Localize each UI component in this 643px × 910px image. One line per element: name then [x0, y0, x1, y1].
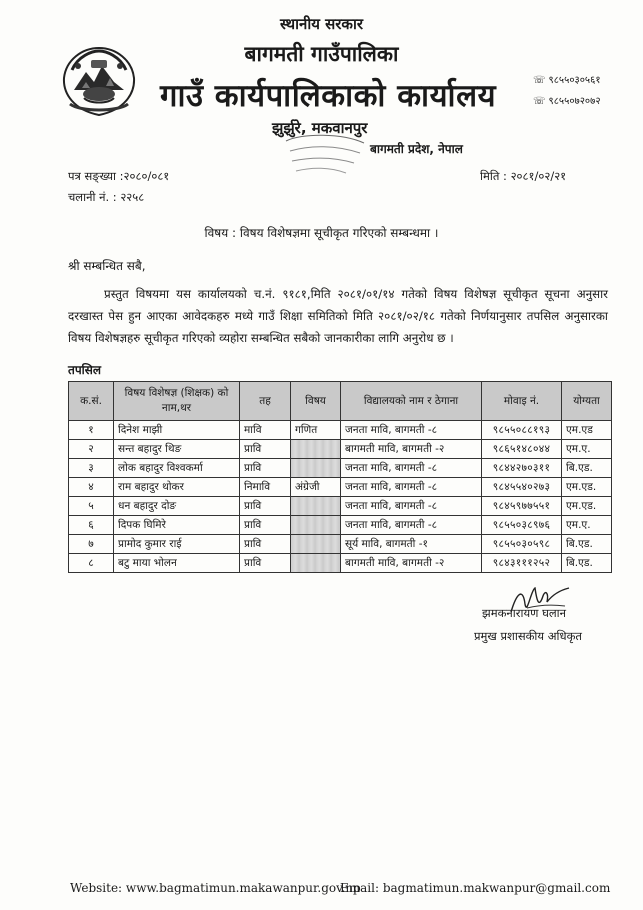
table-row [69, 554, 612, 573]
body-paragraph: प्रस्तुत विषयमा यस कार्यालयको च.नं. ९१८१,मिति २०८१/०१/१४ गतेको विषय विशेषज्ञ सूचीकृत सूचना अनुसार दरखास्त पेस हुन आएका आवेदकहरु मध्ये गाउँ शिक्षा समितिको मिति २०८१/०२/१८ गतेको निर्णयानुसार तपसिल अनुसारका विषय विशेषज्ञहरु सूचीकृत गरिएको व्यहोरा सम्बन्धित सबैको जानकारीका लागि अनुरोध छ । [68, 287, 608, 345]
table-row [69, 421, 612, 440]
table-row [69, 535, 612, 554]
salutation: श्री सम्बन्धित सबै, [68, 259, 146, 273]
cell-subject: गणित [291, 421, 341, 440]
cell-sn: ६ [69, 516, 114, 535]
cell-sn: ४ [69, 478, 114, 497]
office-heading: गाउँ कार्यपालिकाको कार्यालय [160, 78, 497, 114]
header-qualification: योग्यता [562, 382, 612, 421]
cell-level: प्रावि [240, 497, 291, 516]
office-stamp-icon [282, 131, 368, 179]
footer-email: Email: bagmatimun.makwanpur@gmail.com [340, 881, 611, 895]
cell-school: बागमती मावि, बागमती -२ [341, 440, 482, 459]
phone-number-2: ☏ ९८५५०७२०७२ [533, 96, 601, 107]
cell-name: लोक बहादुर विश्वकर्मा [114, 459, 240, 478]
cell-level: प्रावि [240, 440, 291, 459]
signatory-title: प्रमुख प्रशासकीय अधिकृत [474, 629, 582, 643]
cell-qualification: बि.एड. [562, 535, 612, 554]
cell-mobile: ९८४५५४०२७३ [482, 478, 562, 497]
cell-school: जनता मावि, बागमती -८ [341, 497, 482, 516]
cell-mobile: ९८६५१४८०४४ [482, 440, 562, 459]
cell-level: प्रावि [240, 516, 291, 535]
cell-qualification: एम.ए. [562, 440, 612, 459]
cell-name: बटु माया भोलन [114, 554, 240, 573]
cell-school: बागमती मावि, बागमती -२ [341, 554, 482, 573]
telephone-icon: ☏ [533, 96, 546, 107]
local-government-heading: स्थानीय सरकार [280, 15, 363, 33]
cell-school: जनता मावि, बागमती -८ [341, 516, 482, 535]
cell-mobile: ९८५५०८८१९३ [482, 421, 562, 440]
cell-level: प्रावि [240, 554, 291, 573]
table-header-row [69, 382, 612, 421]
letter-date: मिति : २०८१/०२/२१ [480, 169, 567, 183]
cell-mobile: ९८५५०३०५९८ [482, 535, 562, 554]
cell-school: जनता मावि, बागमती -८ [341, 478, 482, 497]
cell-school: जनता मावि, बागमती -८ [341, 459, 482, 478]
cell-school: जनता मावि, बागमती -८ [341, 421, 482, 440]
letter-number: पत्र सङ्ख्या :२०८०/०८१ [68, 169, 170, 183]
table-row [69, 516, 612, 535]
table-row [69, 459, 612, 478]
cell-mobile: ९८४५९७७५५१ [482, 497, 562, 516]
province-heading: बागमती प्रदेश, नेपाल [370, 142, 463, 156]
cell-sn: १ [69, 421, 114, 440]
cell-sn: ३ [69, 459, 114, 478]
cell-level: निमावि [240, 478, 291, 497]
cell-level: मावि [240, 421, 291, 440]
cell-qualification: एम.एड [562, 421, 612, 440]
cell-qualification: एम.एड. [562, 478, 612, 497]
cell-name: सन्त बहादुर थिङ [114, 440, 240, 459]
cell-mobile: ९८४३१११२५२ [482, 554, 562, 573]
cell-subject [291, 459, 341, 478]
expert-roster-table [68, 381, 612, 573]
cell-subject [291, 535, 341, 554]
cell-name: धन बहादुर दोङ [114, 497, 240, 516]
table-row [69, 440, 612, 459]
cell-mobile: ९८४४२७०३११ [482, 459, 562, 478]
telephone-icon: ☏ [533, 75, 546, 86]
cell-qualification: बि.एड. [562, 459, 612, 478]
table-row [69, 478, 612, 497]
signatory-name: झमकनारायण घलान [482, 606, 567, 620]
header-subject: विषय [291, 382, 341, 421]
schedule-heading: तपसिल [68, 363, 102, 377]
cell-name: दिपक घिमिरे [114, 516, 240, 535]
cell-subject [291, 554, 341, 573]
header-level: तह [240, 382, 291, 421]
cell-qualification: एम.ए. [562, 516, 612, 535]
cell-name: राम बहादुर थोकर [114, 478, 240, 497]
cell-subject [291, 497, 341, 516]
header-name: विषय विशेषज्ञ (शिक्षक) को नाम,थर [114, 382, 240, 421]
cell-mobile: ९८५५०३८९७६ [482, 516, 562, 535]
cell-sn: ८ [69, 554, 114, 573]
cell-subject [291, 440, 341, 459]
cell-name: प्रामोद कुमार राई [114, 535, 240, 554]
phone-number-1: ☏ ९८५५०३०५६१ [533, 75, 601, 86]
cell-level: प्रावि [240, 459, 291, 478]
municipality-heading: बागमती गाउँपालिका [244, 42, 399, 66]
cell-sn: २ [69, 440, 114, 459]
cell-subject [291, 516, 341, 535]
header-mobile: मोवाइ नं. [482, 382, 562, 421]
header-school: विद्यालयको नाम र ठेगाना [341, 382, 482, 421]
place-heading: झुर्झुरे, मकवानपुर [272, 119, 368, 137]
cell-name: दिनेश माझी [114, 421, 240, 440]
cell-school: सूर्य मावि, बागमती -१ [341, 535, 482, 554]
header-sn: क.सं. [69, 382, 114, 421]
cell-subject: अंग्रेजी [291, 478, 341, 497]
cell-sn: ७ [69, 535, 114, 554]
footer-website: Website: www.bagmatimun.makawanpur.gov.np [70, 881, 361, 895]
cell-qualification: एम.एड. [562, 497, 612, 516]
cell-sn: ५ [69, 497, 114, 516]
dispatch-number: चलानी नं. : २२५८ [68, 190, 145, 204]
table-row [69, 497, 612, 516]
cell-qualification: बि.एड. [562, 554, 612, 573]
subject-line: विषय : विषय विशेषज्ञमा सूचीकृत गरिएको सम्बन्धमा । [204, 226, 439, 240]
cell-level: प्रावि [240, 535, 291, 554]
